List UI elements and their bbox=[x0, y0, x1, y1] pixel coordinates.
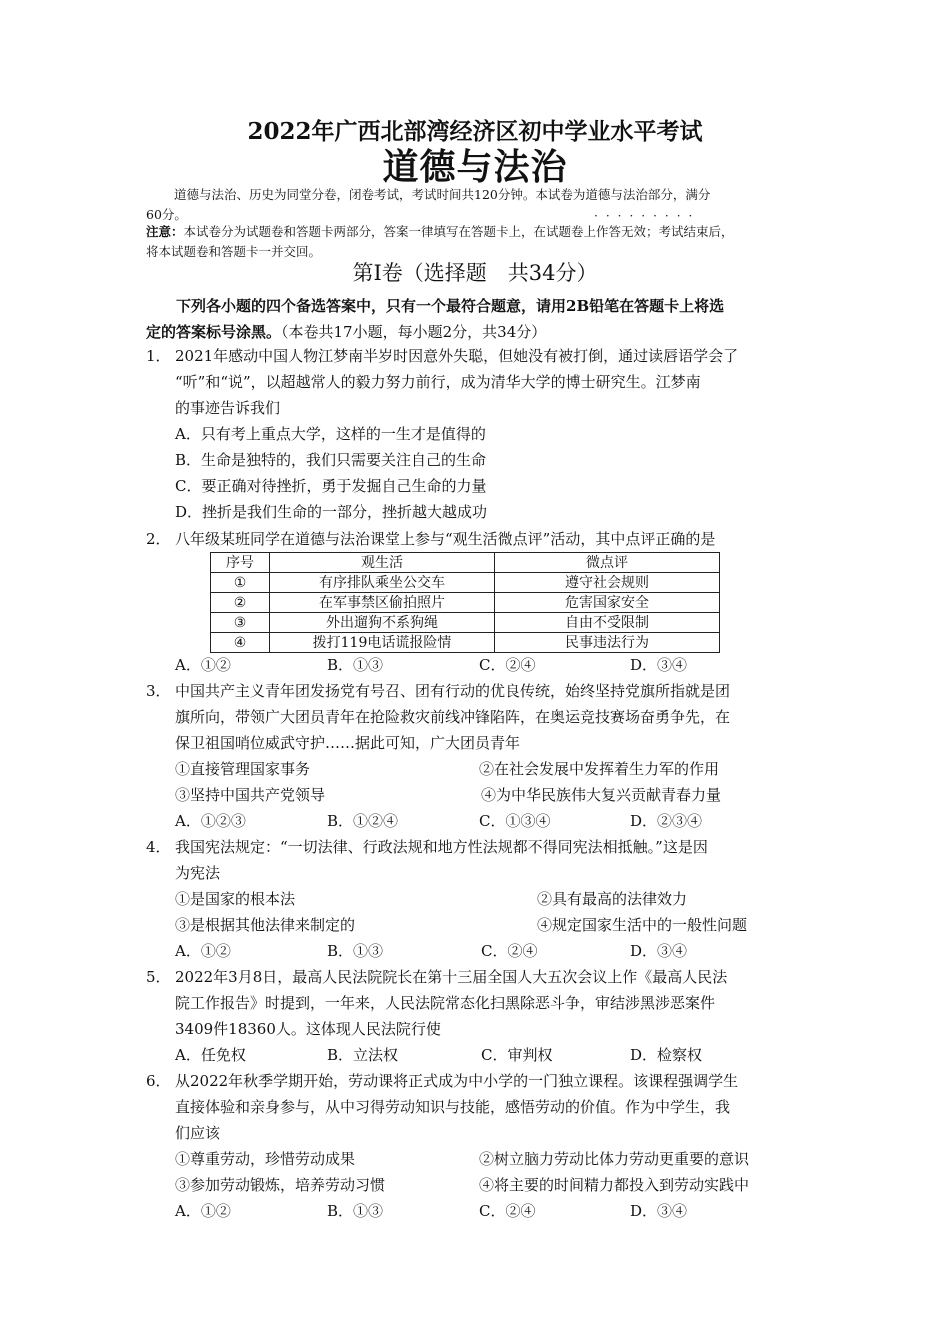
section-title: 第Ⅰ卷（选择题 共34分） bbox=[352, 261, 598, 285]
table-cell: ② bbox=[211, 593, 270, 613]
table-cell: ④ bbox=[211, 633, 270, 653]
choice-d: D．③④ bbox=[630, 942, 688, 960]
statement-1: ①尊重劳动，珍惜劳动成果 bbox=[175, 1150, 356, 1168]
choice-row bbox=[175, 938, 816, 964]
question-4 bbox=[146, 834, 816, 964]
choice-c: C．②④ bbox=[481, 942, 538, 960]
question-2 bbox=[146, 526, 816, 552]
statement-1: ①直接管理国家事务 bbox=[175, 760, 311, 778]
table-row bbox=[211, 573, 720, 593]
choice-row bbox=[175, 1198, 816, 1224]
choice-a: A．①②③ bbox=[175, 812, 246, 830]
question-number: 6． bbox=[146, 1072, 171, 1090]
statement-row bbox=[175, 912, 816, 938]
question-number: 1． bbox=[146, 347, 171, 365]
statement-row bbox=[175, 1172, 816, 1198]
table-row bbox=[211, 593, 720, 613]
statement-row bbox=[175, 1146, 816, 1172]
stem-line: 中国共产主义青年团发扬党有号召、团有行动的优良传统，始终坚持党旗所指就是团 bbox=[175, 682, 731, 700]
stem-line: 保卫祖国哨位威武守护……据此可知，广大团员青年 bbox=[175, 734, 521, 752]
table-cell: 自由不受限制 bbox=[495, 613, 720, 633]
subject-title: 道德与法治 bbox=[382, 146, 568, 188]
stem-line: 我国宪法规定：“一切法律、行政法规和地方性法规都不得同宪法相抵触。”这是因 bbox=[175, 838, 708, 856]
choice-b: B．①③ bbox=[327, 656, 384, 674]
answer-options bbox=[175, 421, 816, 525]
choice-b: B．立法权 bbox=[327, 1046, 399, 1064]
question-stem bbox=[175, 834, 816, 886]
question-6 bbox=[146, 1068, 816, 1224]
table-row bbox=[211, 613, 720, 633]
stem-line: 们应该 bbox=[175, 1124, 221, 1142]
table-cell: 在军事禁区偷拍照片 bbox=[270, 593, 495, 613]
statement-row bbox=[175, 756, 816, 782]
table-cell: ① bbox=[211, 573, 270, 593]
table-cell: 遵守社会规则 bbox=[495, 573, 720, 593]
choice-c: C．①③④ bbox=[479, 812, 551, 830]
statement-2: ②在社会发展中发挥着生力军的作用 bbox=[479, 760, 720, 778]
question-number: 4． bbox=[146, 838, 171, 856]
choice-a: A．①② bbox=[175, 656, 231, 674]
choice-a: A．任免权 bbox=[175, 1046, 246, 1064]
notice-label: 注意： bbox=[146, 224, 184, 239]
table-cell: 外出遛狗不系狗绳 bbox=[270, 613, 495, 633]
question-stem bbox=[175, 964, 816, 1042]
choice-c: C．审判权 bbox=[481, 1046, 553, 1064]
table-cell: 拨打119电话谎报险情 bbox=[270, 633, 495, 653]
table-cell: 民事违法行为 bbox=[495, 633, 720, 653]
instruction-line-2: 定的答案标号涂黑。 bbox=[146, 323, 282, 341]
choice-row bbox=[175, 808, 816, 834]
stem-line: 2021年感动中国人物江梦南半岁时因意外失聪，但她没有被打倒，通过读唇语学会了 bbox=[175, 347, 739, 365]
intro-line-2: 60分。 bbox=[146, 207, 187, 222]
choice-c: C．②④ bbox=[479, 1202, 536, 1220]
section-instruction bbox=[146, 293, 816, 345]
question-stem: 八年级某班同学在道德与法治课堂上参与“观生活微点评”活动，其中点评正确的是 bbox=[175, 530, 716, 548]
statement-4: ④为中华民族伟大复兴贡献青春力量 bbox=[481, 786, 722, 804]
choice-row bbox=[175, 652, 816, 678]
stem-line: 直接体验和亲身参与，从中习得劳动知识与技能，感悟劳动的价值。作为中学生，我 bbox=[175, 1098, 731, 1116]
choice-a: A．①② bbox=[175, 1202, 231, 1220]
stem-line: 从2022年秋季学期开始，劳动课将正式成为中小学的一门独立课程。该课程强调学生 bbox=[175, 1072, 739, 1090]
option-b: B．生命是独特的，我们只需要关注自己的生命 bbox=[175, 451, 487, 469]
stem-line: 的事迹告诉我们 bbox=[175, 399, 281, 417]
statement-row bbox=[175, 886, 816, 912]
table-cell: 危害国家安全 bbox=[495, 593, 720, 613]
evaluation-table bbox=[210, 552, 720, 653]
statement-3: ③是根据其他法律来制定的 bbox=[175, 916, 356, 934]
question-number: 3． bbox=[146, 682, 171, 700]
choice-a: A．①② bbox=[175, 942, 231, 960]
emphasis-dots: ········· bbox=[594, 209, 701, 223]
choice-d: D．检察权 bbox=[630, 1046, 703, 1064]
question-stem bbox=[175, 343, 816, 421]
stem-line: 为宪法 bbox=[175, 864, 221, 882]
question-stem bbox=[175, 1068, 816, 1146]
question-2-choices bbox=[146, 652, 816, 678]
option-a: A．只有考上重点大学，这样的一生才是值得的 bbox=[175, 425, 486, 443]
intro-line-1: 道德与法治、历史为同堂分卷，闭卷考试，考试时间共120分钟。本试卷为道德与法治部分，满分 bbox=[174, 187, 711, 202]
option-d: D．挫折是我们生命的一部分，挫折越大越成功 bbox=[175, 503, 488, 521]
question-number: 5． bbox=[146, 968, 171, 986]
question-number: 2． bbox=[146, 530, 171, 548]
stem-line: “听”和“说”，以超越常人的毅力努力前行，成为清华大学的博士研究生。江梦南 bbox=[175, 373, 701, 391]
table-cell: ③ bbox=[211, 613, 270, 633]
stem-line: 旗所向，带领广大团员青年在抢险救灾前线冲锋陷阵，在奥运竞技赛场奋勇争先，在 bbox=[175, 708, 731, 726]
table-cell: 有序排队乘坐公交车 bbox=[270, 573, 495, 593]
stem-line: 院工作报告》时提到，一年来，人民法院常态化扫黑除恶斗争，审结涉黑涉恶案件 bbox=[175, 994, 716, 1012]
table-header: 序号 bbox=[211, 553, 270, 573]
statement-3: ③参加劳动锻炼，培养劳动习惯 bbox=[175, 1176, 386, 1194]
statement-2: ②树立脑力劳动比体力劳动更重要的意识 bbox=[479, 1150, 750, 1168]
question-1 bbox=[146, 343, 816, 525]
question-3 bbox=[146, 678, 816, 834]
table-header-row bbox=[211, 553, 720, 573]
stem-line: 3409件18360人。这体现人民法院行使 bbox=[175, 1020, 441, 1038]
table-row bbox=[211, 633, 720, 653]
statement-2: ②具有最高的法律效力 bbox=[537, 890, 688, 908]
statement-row bbox=[175, 782, 816, 808]
choice-b: B．①②④ bbox=[327, 812, 399, 830]
exam-title: 2022年广西北部湾经济区初中学业水平考试 bbox=[247, 118, 703, 145]
notice-text-1: 本试卷分为试题卷和答题卡两部分，答案一律填写在答题卡上，在试题卷上作答无效；考试结束后， bbox=[183, 224, 734, 239]
statement-4: ④规定国家生活中的一般性问题 bbox=[537, 916, 748, 934]
choice-d: D．②③④ bbox=[630, 812, 703, 830]
instruction-note: （本卷共17小题，每小题2分，共34分） bbox=[281, 323, 547, 341]
choice-d: D．③④ bbox=[630, 1202, 688, 1220]
statement-3: ③坚持中国共产党领导 bbox=[175, 786, 326, 804]
choice-d: D．③④ bbox=[630, 656, 688, 674]
choice-b: B．①③ bbox=[327, 1202, 384, 1220]
choice-c: C．②④ bbox=[479, 656, 536, 674]
table-header: 微点评 bbox=[495, 553, 720, 573]
choice-b: B．①③ bbox=[327, 942, 384, 960]
table-header: 观生活 bbox=[270, 553, 495, 573]
option-c: C．要正确对待挫折，勇于发掘自己生命的力量 bbox=[175, 477, 487, 495]
notice-text-2: 将本试题卷和答题卡一并交回。 bbox=[146, 244, 322, 259]
statement-4: ④将主要的时间精力都投入到劳动实践中 bbox=[479, 1176, 750, 1194]
stem-line: 2022年3月8日，最高人民法院院长在第十三届全国人大五次会议上作《最高人民法 bbox=[175, 968, 728, 986]
question-stem bbox=[175, 678, 816, 756]
question-5 bbox=[146, 964, 816, 1068]
choice-row bbox=[175, 1042, 816, 1068]
exam-intro bbox=[146, 185, 816, 225]
statement-1: ①是国家的根本法 bbox=[175, 890, 296, 908]
instruction-line-1: 下列各小题的四个备选答案中，只有一个最符合题意，请用2B铅笔在答题卡上将选 bbox=[176, 297, 725, 315]
exam-notice bbox=[146, 222, 816, 262]
